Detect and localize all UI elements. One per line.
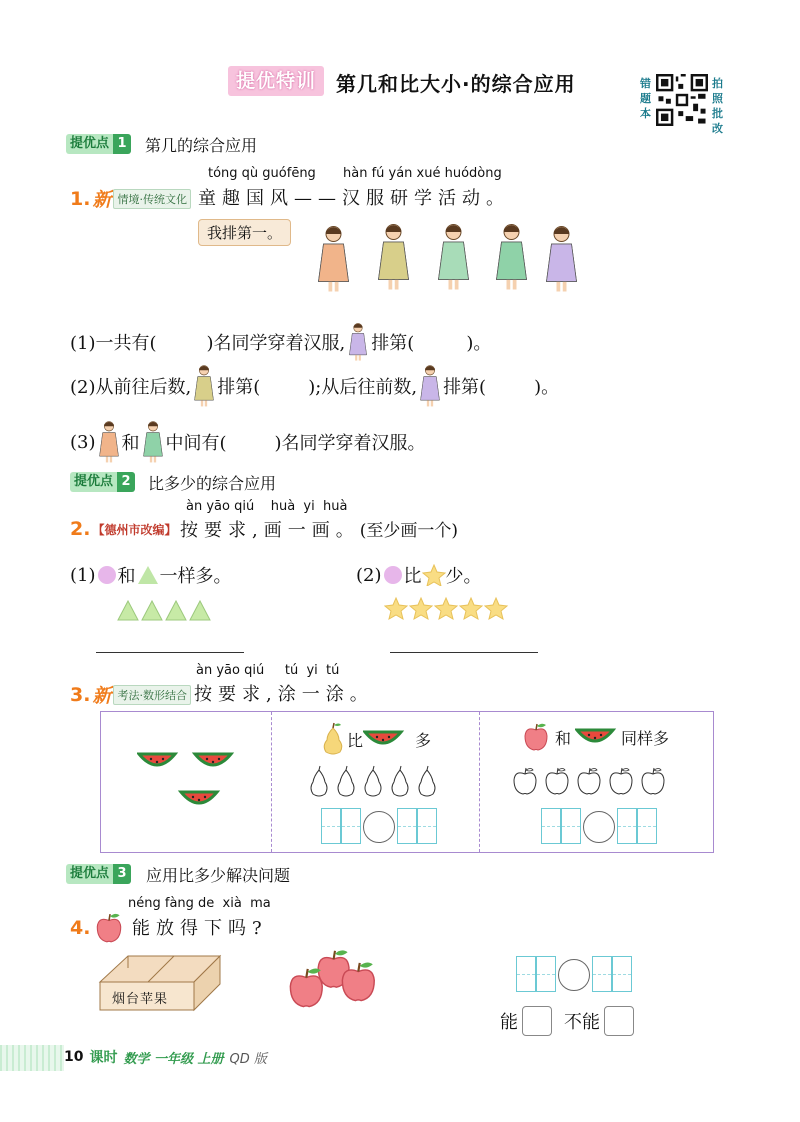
q2-p1-part-c: 一样多。 [159, 566, 232, 587]
footer-edition: QD 版 [229, 1051, 267, 1067]
speech-bubble: 我排第一。 [198, 219, 291, 246]
triangle-icon [136, 564, 160, 586]
section-number: 2 [117, 472, 135, 492]
question-tag: 考法·数形结合 [113, 685, 191, 705]
footer-strip [0, 1045, 64, 1071]
q2-p2-part-c: 少。 [445, 566, 482, 587]
student-purple-icon [417, 364, 443, 408]
q3-frame [100, 711, 714, 853]
q1-p1-part-b: )名同学穿着汉服, [206, 333, 346, 354]
yes-checkbox[interactable] [522, 1006, 552, 1036]
answer-grid[interactable] [516, 956, 632, 992]
student-orange-icon [96, 420, 122, 464]
q1-p3-part-b: 和 [121, 433, 140, 454]
triangles-row [116, 598, 216, 622]
question-number: 3. [70, 683, 91, 706]
drawing-line[interactable] [390, 652, 538, 653]
q1-p1-part-c: 排第( [371, 333, 415, 354]
section-pill-3 [66, 864, 131, 884]
section-label: 提优点 [66, 864, 113, 884]
header-badge: 提优特训 [228, 66, 324, 96]
apple-icon [521, 722, 551, 752]
q1-p3-part-d: )名同学穿着汉服。 [274, 433, 426, 454]
question-number: 2. [70, 518, 91, 540]
student-yellow-icon [191, 364, 217, 408]
q1-p2-part-c: );从后往前数, [308, 377, 418, 398]
q1-p2-part-a: (2)从前往后数, [70, 377, 192, 398]
new-badge: 新 [92, 685, 112, 707]
watermelons-illustration [137, 750, 247, 828]
pears-outline-row [307, 764, 443, 800]
student-purple-icon [345, 322, 371, 362]
q3-c3-part-b: 同样多 [621, 728, 670, 748]
q3-c3-part-a: 和 [555, 728, 572, 748]
qr-right-label: 拍照批改 [712, 77, 723, 135]
question-number: 4. [70, 917, 91, 939]
section-number: 3 [113, 864, 131, 884]
pear-icon [319, 722, 347, 756]
page-title: 第几和比大小·的综合应用 [336, 72, 576, 96]
section-label: 提优点 [66, 134, 113, 154]
q1-p2-part-b: 排第( [217, 377, 261, 398]
q2-text: 按要求,画一画。 [180, 520, 360, 541]
hanfu-students-illustration [312, 214, 582, 298]
no-checkbox[interactable] [604, 1006, 634, 1036]
q1-p2-part-e: )。 [534, 377, 560, 398]
q1-p3-part-c: 中间有( [165, 433, 227, 454]
circle-icon [382, 564, 404, 586]
apples-pile-illustration [286, 946, 386, 1012]
stars-row [384, 596, 512, 622]
new-badge: 新 [92, 189, 112, 211]
question-number: 1. [70, 187, 91, 210]
q1-pinyin-2: hàn fú yán xué huódòng [343, 166, 502, 181]
section-title-2: 比多少的综合应用 [148, 474, 277, 493]
apples-outline-row [511, 764, 677, 800]
crate-label: 烟台苹果 [112, 992, 169, 1007]
source-tag: 【德州市改编】 [92, 522, 177, 537]
watermelon-icon [363, 728, 405, 750]
section-title-3: 应用比多少解决问题 [146, 866, 291, 885]
answer-grid[interactable] [541, 808, 657, 844]
q2-p2-part-b: 比 [403, 566, 422, 587]
watermelon-icon [575, 726, 617, 748]
q1-text: 童趣国风——汉服研学活动。 [198, 188, 510, 209]
q2-p1-part-b: 和 [117, 566, 136, 587]
apple-crate [98, 954, 222, 1012]
section-pill-1 [66, 134, 131, 154]
q3-pinyin: àn yāo qiú tú yi tú [196, 663, 340, 678]
q1-p2-part-d: 排第( [443, 377, 487, 398]
q2-p1-part-a: (1) [70, 564, 96, 586]
question-tag: 情境·传统文化 [113, 189, 191, 209]
q1-p1-part-a: (1)一共有( [70, 333, 157, 354]
q2-p2-part-a: (2) [356, 564, 382, 586]
answer-grid[interactable] [321, 808, 437, 844]
qr-code-icon[interactable] [656, 74, 708, 126]
section-number: 1 [113, 134, 131, 154]
no-label: 不能 [564, 1012, 600, 1033]
qr-left-label: 错题本 [640, 77, 651, 120]
student-green-icon [140, 420, 166, 464]
page-number: 10 [64, 1049, 84, 1065]
q3-c2-part-b: 多 [415, 730, 432, 750]
q4-text: 能放得下吗? [132, 918, 268, 939]
q4-pinyin: néng fàng de xià ma [128, 896, 271, 911]
yes-label: 能 [500, 1012, 518, 1033]
circle-icon [96, 564, 118, 586]
brand-logo: 课时 [89, 1050, 118, 1066]
section-pill-2 [70, 472, 135, 492]
drawing-line[interactable] [96, 652, 244, 653]
q1-pinyin-1: tóng qù guófēng [208, 166, 316, 181]
apple-icon [94, 912, 124, 944]
q2-note: (至少画一个) [359, 521, 458, 541]
q3-c2-part-a: 比 [347, 730, 364, 750]
section-label: 提优点 [70, 472, 117, 492]
q1-p3-part-a: (3) [70, 431, 96, 453]
q2-pinyin: àn yāo qiú huà yi huà [186, 499, 348, 514]
star-icon [422, 564, 446, 586]
section-title-1: 第几的综合应用 [145, 136, 258, 155]
q1-p1-part-d: )。 [466, 333, 492, 354]
footer-subject: 数学 一年级 上册 [123, 1051, 224, 1067]
q3-text: 按要求,涂一涂。 [194, 684, 374, 705]
